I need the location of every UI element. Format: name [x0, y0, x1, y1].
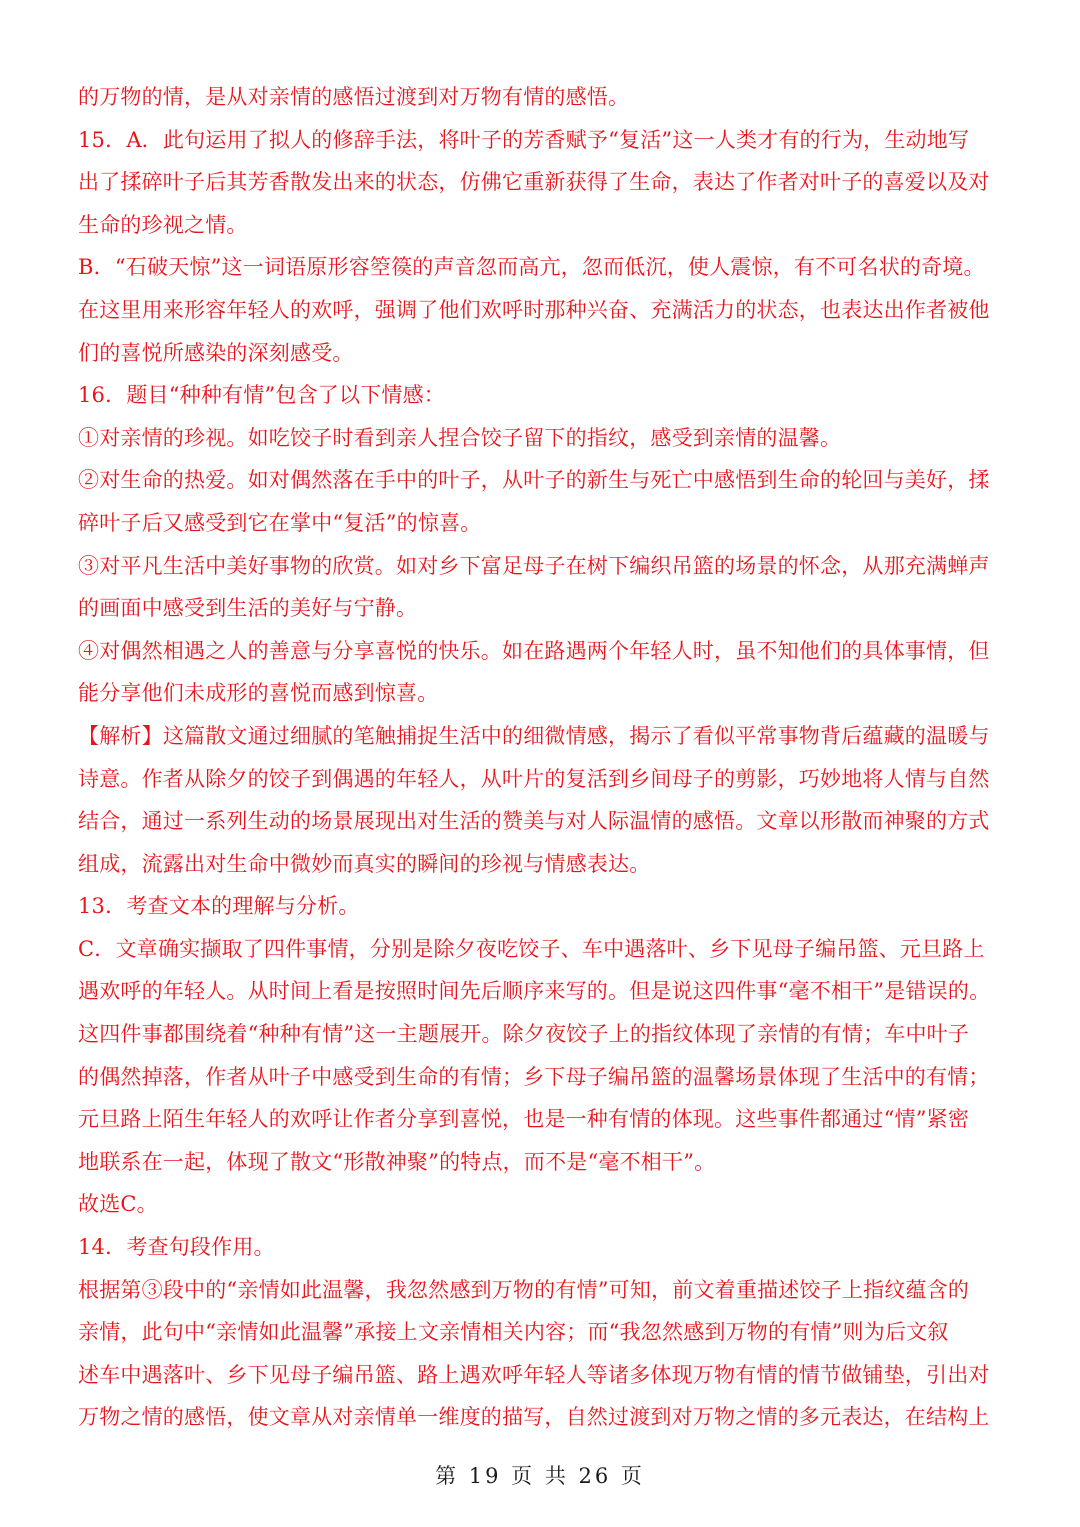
analysis-line: 这四件事都围绕着“种种有情”这一主题展开。除夕夜饺子上的指纹体现了亲情的有情；车中叶子 [78, 1022, 970, 1047]
text-line: ②对生命的热爱。如对偶然落在手中的叶子，从叶子的新生与死亡中感悟到生命的轮回与美好，揉 [78, 468, 990, 493]
answer-body [78, 76, 1004, 1439]
text-line: 的万物的情，是从对亲情的感悟过渡到对万物有情的感悟。 [78, 85, 630, 109]
analysis-line: 根据第③段中的“亲情如此温馨，我忽然感到万物的有情”可知，前文着重描述饺子上指纹蕴含的 [78, 1277, 970, 1302]
text-line: 16．题目“种种有情”包含了以下情感： [78, 383, 445, 408]
analysis-line: 述车中遇落叶、乡下见母子编吊篮、路上遇欢呼年轻人等诸多体现万物有情的情节做铺垫，引出对 [78, 1362, 990, 1387]
page-footer: 第 19 页 共 26 页 [435, 1464, 645, 1488]
analysis-line: 14．考查句段作用。 [78, 1235, 275, 1260]
text-line: 们的喜悦所感染的深刻感受。 [78, 340, 354, 365]
analysis-line: 地联系在一起，体现了散文“形散神聚”的特点，而不是“毫不相干”。 [78, 1149, 716, 1174]
analysis-line: 故选C。 [78, 1192, 158, 1217]
text-line: 15．A．此句运用了拟人的修辞手法，将叶子的芳香赋予“复活”这一人类才有的行为，生动地写 [78, 127, 970, 152]
analysis-tag: 【解析】 [78, 723, 163, 748]
analysis-line: C．文章确实撷取了四件事情，分别是除夕夜吃饺子、车中遇落叶、乡下见母子编吊篮、元旦路上 [78, 936, 985, 961]
analysis-line: 亲情，此句中“亲情如此温馨”承接上文亲情相关内容；而“我忽然感到万物的有情”则为后文叙 [78, 1320, 949, 1345]
text-line: ④对偶然相遇之人的善意与分享喜悦的快乐。如在路遇两个年轻人时，虽不知他们的具体事情，但 [78, 638, 990, 663]
text-line: ①对亲情的珍视。如吃饺子时看到亲人捏合饺子留下的指纹，感受到亲情的温馨。 [78, 425, 842, 450]
analysis-line: 遇欢呼的年轻人。从时间上看是按照时间先后顺序来写的。但是说这四件事“毫不相干”是错误的。 [78, 979, 991, 1004]
text-line: ③对平凡生活中美好事物的欣赏。如对乡下富足母子在树下编织吊篮的场景的怀念，从那充满蝉声 [78, 553, 990, 578]
analysis-line: 的偶然掉落，作者从叶子中感受到生命的有情；乡下母子编吊篮的温馨场景体现了生活中的有情； [78, 1064, 990, 1089]
analysis-line: 13．考查文本的理解与分析。 [78, 894, 360, 919]
analysis-first-line [78, 715, 1004, 758]
text-line: 碎叶子后又感受到它在掌中“复活”的惊喜。 [78, 510, 482, 535]
text-line: B．“石破天惊”这一词语原形容箜篌的声音忽而高亢，忽而低沉，使人震惊，有不可名状的奇境。 [78, 255, 985, 280]
text-line: 出了揉碎叶子后其芳香散发出来的状态，仿佛它重新获得了生命，表达了作者对叶子的喜爱以及对 [78, 170, 990, 195]
text-line: 生命的珍视之情。 [78, 212, 248, 237]
analysis-first-text: 这篇散文通过细腻的笔触捕捉生活中的细微情感，揭示了看似平常事物背后蕴藏的温暖与 [162, 723, 990, 748]
analysis-line: 万物之情的感悟，使文章从对亲情单一维度的描写，自然过渡到对万物之情的多元表达，在结构上 [78, 1405, 990, 1430]
analysis-line: 结合，通过一系列生动的场景展现出对生活的赞美与对人际温情的感悟。文章以形散而神聚的方式 [78, 809, 990, 834]
text-line: 在这里用来形容年轻人的欢呼，强调了他们欢呼时那种兴奋、充满活力的状态，也表达出作者被他 [78, 297, 990, 322]
text-line: 能分享他们未成形的喜悦而感到惊喜。 [78, 681, 439, 706]
text-line: 的画面中感受到生活的美好与宁静。 [78, 596, 418, 621]
analysis-line: 诗意。作者从除夕的饺子到偶遇的年轻人，从叶片的复活到乡间母子的剪影，巧妙地将人情与自然 [78, 766, 990, 791]
analysis-line: 元旦路上陌生年轻人的欢呼让作者分享到喜悦，也是一种有情的体现。这些事件都通过“情”紧密 [78, 1107, 970, 1132]
analysis-line: 组成，流露出对生命中微妙而真实的瞬间的珍视与情感表达。 [78, 851, 651, 876]
